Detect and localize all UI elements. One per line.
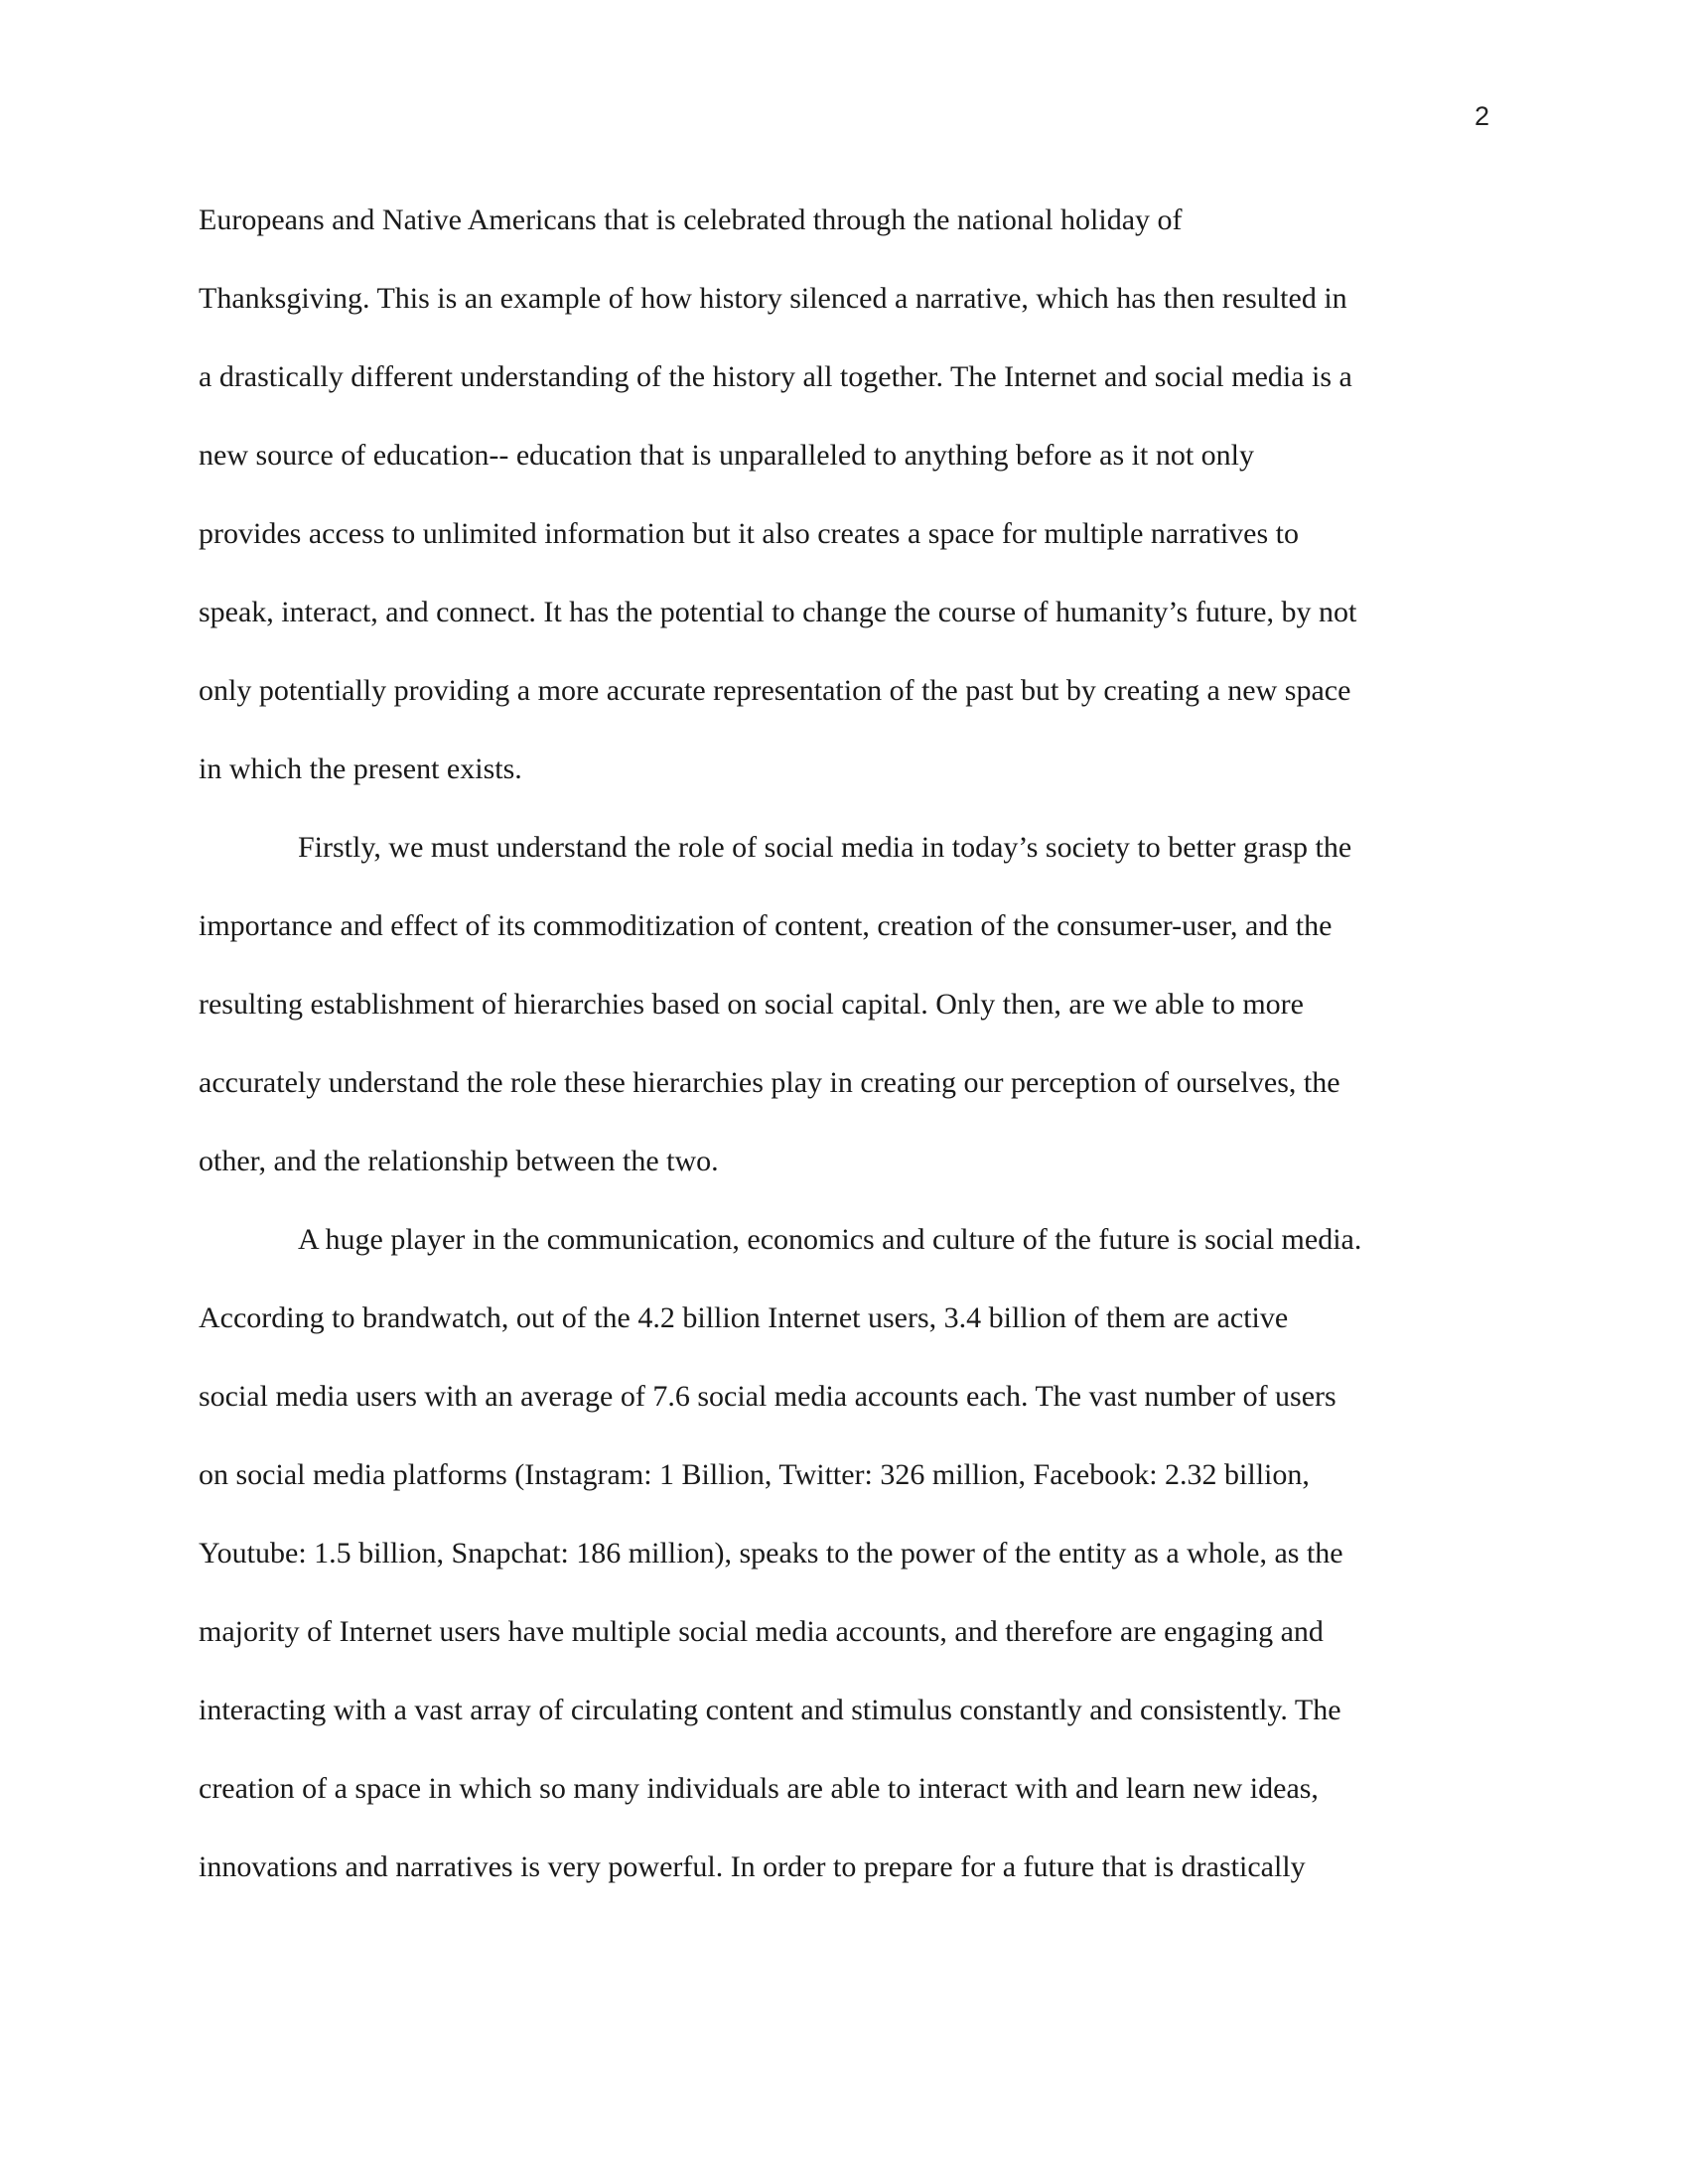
text-line: other, and the relationship between the two. (199, 1145, 719, 1177)
text-line: accurately understand the role these hierarchies play in creating our perception of ourselves, the (199, 1066, 1340, 1099)
text-line: social media users with an average of 7.6 social media accounts each. The vast number of users (199, 1380, 1336, 1413)
text-line: provides access to unlimited information but it also creates a space for multiple narratives to (199, 517, 1299, 550)
text-line: on social media platforms (Instagram: 1 Billion, Twitter: 326 million, Facebook: 2.32 billion, (199, 1458, 1310, 1491)
text-line: importance and effect of its commoditization of content, creation of the consumer-user, and the (199, 909, 1333, 942)
text-line: Thanksgiving. This is an example of how history silenced a narrative, which has then resulted in (199, 282, 1347, 315)
text-line: speak, interact, and connect. It has the potential to change the course of humanity’s future, by not (199, 596, 1357, 628)
text-line: Firstly, we must understand the role of social media in today’s society to better grasp the (298, 831, 1352, 864)
text-line: new source of education-- education that is unparalleled to anything before as it not only (199, 439, 1254, 472)
body-text (199, 197, 1489, 1922)
text-line: only potentially providing a more accurate representation of the past but by creating a new space (199, 674, 1351, 707)
text-line: interacting with a vast array of circulating content and stimulus constantly and consistently. The (199, 1694, 1341, 1726)
text-line: resulting establishment of hierarchies based on social capital. Only then, are we able to more (199, 988, 1304, 1021)
text-line: Europeans and Native Americans that is celebrated through the national holiday of (199, 204, 1183, 236)
text-line: majority of Internet users have multiple social media accounts, and therefore are engaging and (199, 1615, 1324, 1648)
text-line: a drastically different understanding of the history all together. The Internet and social media is a (199, 360, 1352, 393)
text-line: Youtube: 1.5 billion, Snapchat: 186 million), speaks to the power of the entity as a whole, as the (199, 1537, 1343, 1570)
text-line: A huge player in the communication, economics and culture of the future is social media. (298, 1223, 1362, 1256)
text-line: According to brandwatch, out of the 4.2 billion Internet users, 3.4 billion of them are active (199, 1301, 1289, 1334)
text-line: creation of a space in which so many individuals are able to interact with and learn new ideas, (199, 1772, 1319, 1805)
text-line: innovations and narratives is very powerful. In order to prepare for a future that is drastically (199, 1850, 1306, 1883)
page-number: 2 (1474, 101, 1489, 131)
text-line: in which the present exists. (199, 752, 522, 785)
